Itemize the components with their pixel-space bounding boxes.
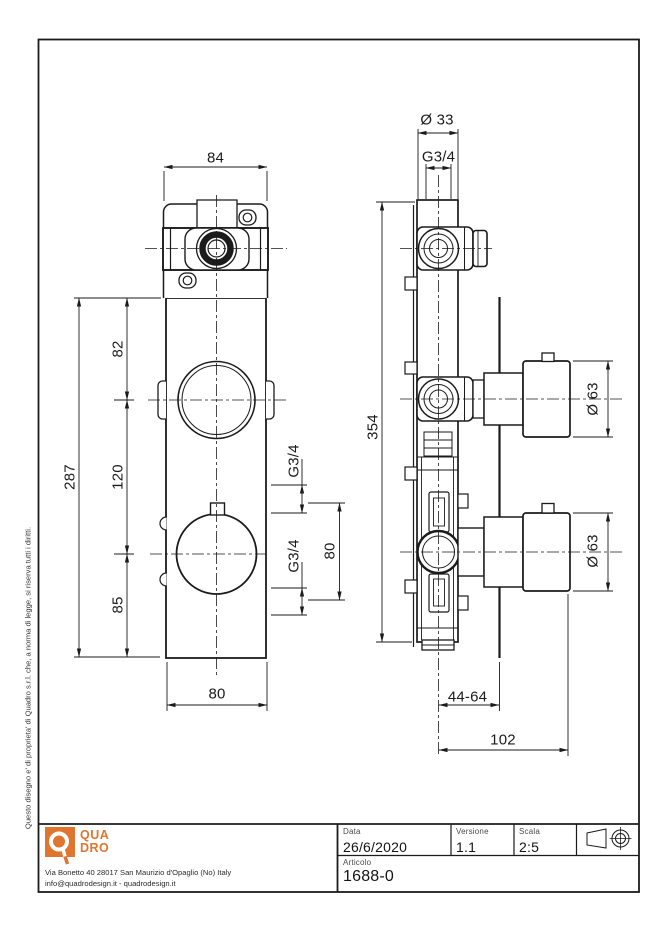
field-value-versione: 1.1 [456, 839, 477, 855]
logo-wordmark [80, 829, 109, 855]
side-view-body [405, 200, 570, 658]
dim-outlet-lower-thread: G3/4 [285, 539, 302, 573]
dim-inlet-diameter: Ø 33 [420, 111, 454, 129]
field-label-scala: Scala [519, 827, 541, 836]
dim-outlet-upper-thread: G3/4 [285, 444, 302, 478]
quadro-logo-icon [45, 827, 75, 857]
dim-height-upper: 82 [109, 340, 127, 358]
field-label-articolo: Articolo [343, 858, 372, 867]
logo-line1: QUA [80, 828, 110, 842]
dim-height-total-side: 354 [364, 414, 382, 440]
side-view-dimensions [376, 129, 613, 756]
dim-depth-total: 102 [490, 731, 516, 749]
field-label-data: Data [343, 827, 361, 836]
field-value-articolo: 1688-0 [343, 868, 395, 885]
field-value-data: 26/6/2020 [343, 839, 408, 855]
dim-height-total-front: 287 [61, 464, 79, 490]
field-value-scala: 2:5 [519, 839, 540, 855]
dim-outlet-spacing: 80 [321, 542, 339, 560]
dim-knob-diameter-low: Ø 63 [584, 534, 602, 568]
address-line2: info@quadrodesign.it - quadrodesign.it [45, 878, 176, 888]
logo-line2: DRO [80, 841, 110, 855]
dim-height-middle: 120 [109, 464, 127, 490]
dim-width-top: 84 [206, 149, 225, 167]
dim-inlet-thread: G3/4 [421, 148, 456, 166]
dim-width-bottom: 80 [208, 685, 226, 703]
projection-symbol-icon [587, 827, 632, 850]
front-view-body [158, 200, 274, 658]
dim-depth-range: 44-64 [447, 688, 488, 706]
address-line1: Via Bonetto 40 28017 San Maurizio d'Opaglio (No) Italy [45, 868, 232, 877]
dim-knob-diameter-mid: Ø 63 [584, 382, 602, 416]
field-label-versione: Versione [456, 827, 489, 836]
company-address [45, 868, 231, 889]
dim-height-lower: 85 [109, 596, 127, 614]
sheet-frame [39, 40, 640, 893]
copyright-note: Questo disegno e' di proprieta' di Quadro s.r.l. che, a norma di legge, si riserva tutti i diritti. [23, 526, 33, 830]
